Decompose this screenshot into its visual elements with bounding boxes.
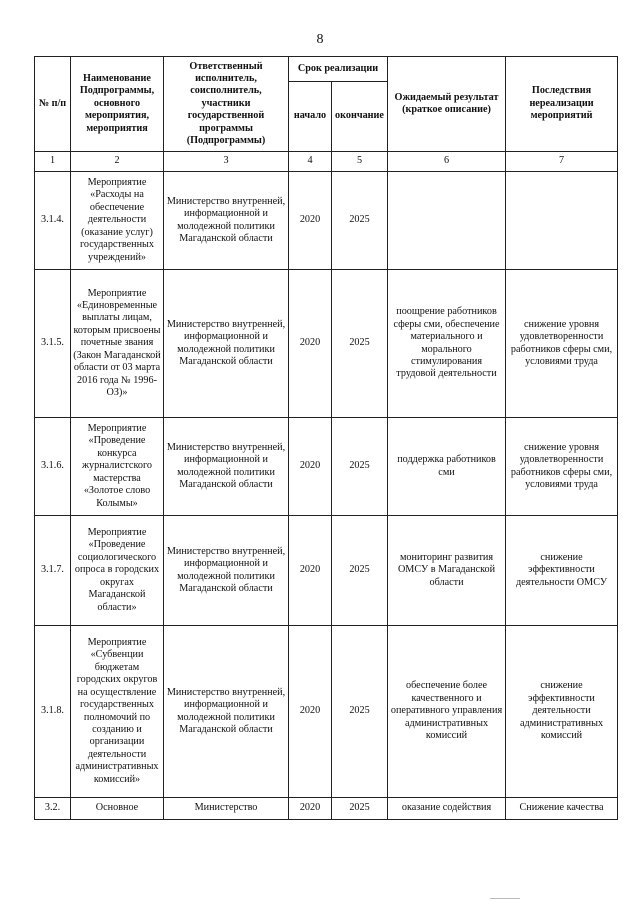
row-name: Мероприятие «Единовременные выплаты лицам, которым присвоены почетные звания (Закон Магаданской области от 03 марта 2016 года № 1996-ОЗ)» [71, 270, 164, 418]
header-consequences: Последствия нереализации мероприятий [506, 57, 618, 152]
header-result: Ожидаемый результат (краткое описание) [388, 57, 506, 152]
row-start: 2020 [289, 798, 332, 820]
row-name: Мероприятие «Субвенции бюджетам городских округов на осуществление государственных полномочий по созданию и организации деятельности административных комиссий» [71, 626, 164, 798]
row-end: 2025 [332, 172, 388, 270]
table-row [35, 418, 618, 516]
table-row [35, 798, 618, 820]
row-name: Мероприятие «Проведение конкурса журналистского мастерства «Золотое слово Колымы» [71, 418, 164, 516]
row-executor: Министерство [164, 798, 289, 820]
header-executor: Ответственный исполнитель, соисполнитель, участники государственной программы (Подпрограммы) [164, 57, 289, 152]
row-executor: Министерство внутренней, информационной и молодежной политики Магаданской области [164, 172, 289, 270]
column-number: 3 [164, 152, 289, 172]
row-consequences [506, 172, 618, 270]
row-consequences: Снижение качества [506, 798, 618, 820]
page-number: 8 [316, 32, 324, 47]
row-start: 2020 [289, 418, 332, 516]
row-number: 3.2. [35, 798, 71, 820]
row-executor: Министерство внутренней, информационной и молодежной политики Магаданской области [164, 270, 289, 418]
column-number: 1 [35, 152, 71, 172]
row-number: 3.1.7. [35, 516, 71, 626]
row-end: 2025 [332, 798, 388, 820]
column-number: 6 [388, 152, 506, 172]
table-row [35, 270, 618, 418]
row-number: 3.1.5. [35, 270, 71, 418]
header-number: № п/п [35, 57, 71, 152]
row-name: Основное [71, 798, 164, 820]
column-number: 5 [332, 152, 388, 172]
row-end: 2025 [332, 418, 388, 516]
row-end: 2025 [332, 516, 388, 626]
row-end: 2025 [332, 626, 388, 798]
program-measures-table [34, 56, 618, 820]
row-start: 2020 [289, 626, 332, 798]
row-consequences: снижение уровня удовлетворенности работников сферы сми, условиями труда [506, 418, 618, 516]
column-number: 4 [289, 152, 332, 172]
scan-artifact-line [490, 898, 520, 899]
row-number: 3.1.8. [35, 626, 71, 798]
row-executor: Министерство внутренней, информационной и молодежной политики Магаданской области [164, 516, 289, 626]
row-result [388, 172, 506, 270]
row-name: Мероприятие «Расходы на обеспечение деятельности (оказание услуг) государственных учреждений» [71, 172, 164, 270]
row-consequences: снижение эффективности деятельности административных комиссий [506, 626, 618, 798]
table-row [35, 626, 618, 798]
row-consequences: снижение уровня удовлетворенности работников сферы сми, условиями труда [506, 270, 618, 418]
header-period: Срок реализации [289, 57, 388, 82]
column-number: 7 [506, 152, 618, 172]
row-executor: Министерство внутренней, информационной и молодежной политики Магаданской области [164, 626, 289, 798]
row-start: 2020 [289, 172, 332, 270]
header-name: Наименование Подпрограммы, основного мероприятия, мероприятия [71, 57, 164, 152]
column-number-row [35, 152, 618, 172]
row-end: 2025 [332, 270, 388, 418]
row-name: Мероприятие «Проведение социологического опроса в городских округах Магаданской области» [71, 516, 164, 626]
row-result: обеспечение более качественного и оперативного управления административных комиссий [388, 626, 506, 798]
row-executor: Министерство внутренней, информационной и молодежной политики Магаданской области [164, 418, 289, 516]
row-result: оказание содействия [388, 798, 506, 820]
table-row [35, 516, 618, 626]
header-end: окончание [332, 82, 388, 152]
row-result: поддержка работников сми [388, 418, 506, 516]
row-start: 2020 [289, 270, 332, 418]
header-start: начало [289, 82, 332, 152]
row-number: 3.1.4. [35, 172, 71, 270]
table-row [35, 172, 618, 270]
row-consequences: снижение эффективности деятельности ОМСУ [506, 516, 618, 626]
row-result: поощрение работников сферы сми, обеспечение материального и морального стимулирования трудовой деятельности [388, 270, 506, 418]
row-start: 2020 [289, 516, 332, 626]
header-row-top [35, 57, 618, 82]
row-result: мониторинг развития ОМСУ в Магаданской области [388, 516, 506, 626]
column-number: 2 [71, 152, 164, 172]
row-number: 3.1.6. [35, 418, 71, 516]
